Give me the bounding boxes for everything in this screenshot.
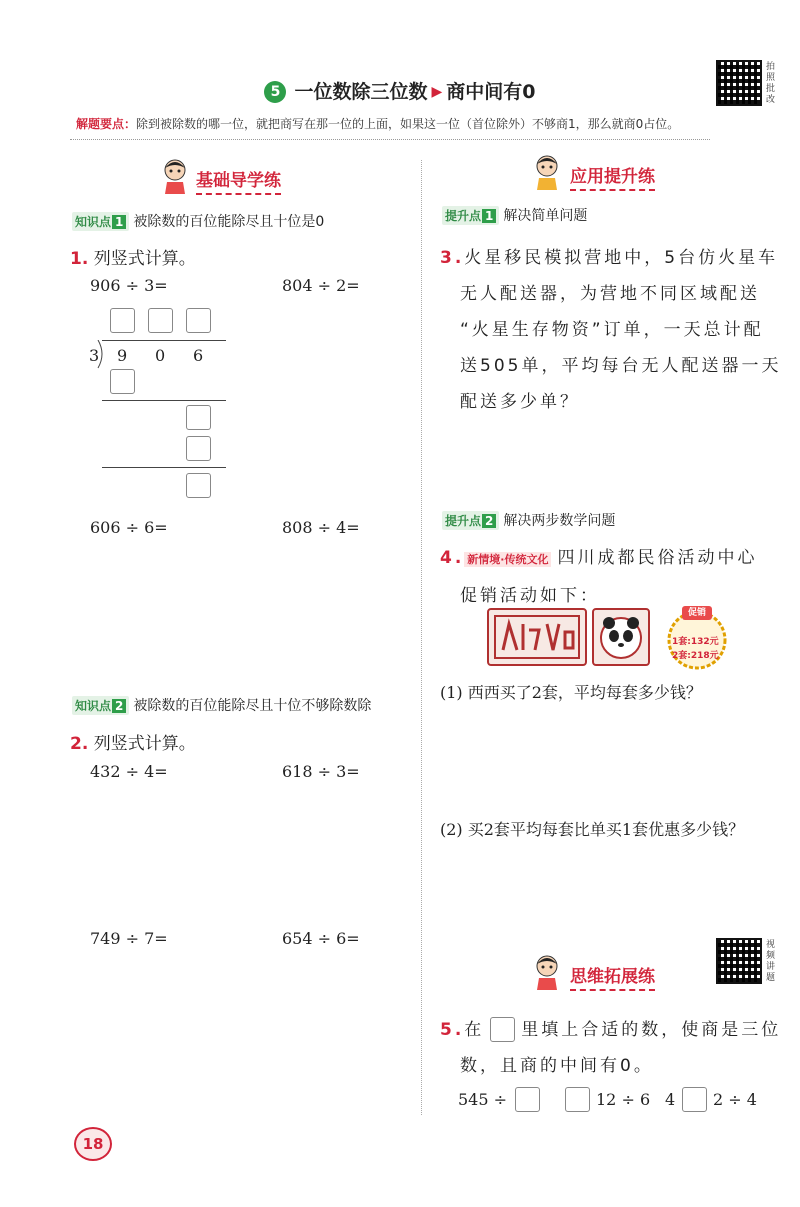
expression: 618 ÷ 3= — [282, 762, 360, 781]
question-number: 5. — [440, 1020, 465, 1040]
expression: 808 ÷ 4= — [282, 518, 360, 537]
fill-box[interactable] — [490, 1017, 515, 1042]
fill-box[interactable] — [565, 1087, 590, 1112]
qr-code-icon[interactable] — [716, 938, 762, 984]
subtraction-line — [102, 400, 226, 401]
question-line: 促销活动如下： — [460, 586, 600, 606]
header-divider — [70, 139, 710, 140]
question-line: 无人配送器，为营地不同区域配送 — [460, 284, 760, 304]
question-text: 里填上合适的数，使商是三位 — [521, 1020, 782, 1040]
title-main: 一位数除三位数 — [294, 81, 428, 103]
answer-box[interactable] — [148, 308, 173, 333]
question-number: 3. — [440, 248, 465, 268]
sub-question-2: (2) 买2套平均每套比单买1套优惠多少钱？ — [440, 820, 745, 839]
student-avatar-icon — [532, 954, 562, 990]
answer-box[interactable] — [186, 405, 211, 430]
promo-title: 促销 — [687, 608, 706, 618]
student-avatar-icon — [532, 154, 562, 190]
new-context-tag: 新情境·传统文化 — [464, 552, 551, 567]
question-line: 四川成都民俗活动中心 — [557, 548, 758, 568]
answer-box[interactable] — [110, 369, 135, 394]
papercut-image — [487, 608, 587, 666]
question-line: 配送多少单？ — [460, 392, 580, 412]
promo-price-1: 1套:132元 — [672, 637, 719, 647]
kp-text: 解决简单问题 — [503, 208, 588, 224]
expression: 4 — [665, 1090, 676, 1109]
panda-papercut-image — [592, 608, 650, 666]
knowledge-point-1 — [72, 211, 324, 231]
question-line: “火星生存物资”订单，一天总计配 — [460, 320, 764, 340]
question-4 — [440, 540, 757, 614]
tip-line — [76, 115, 679, 132]
student-avatar-icon — [160, 158, 190, 194]
question-3 — [440, 240, 785, 420]
answer-box[interactable] — [186, 308, 211, 333]
question-number: 4. — [440, 548, 465, 568]
question-text: 列竖式计算。 — [93, 734, 196, 754]
knowledge-point-2 — [72, 695, 371, 715]
expression: 654 ÷ 6= — [282, 929, 360, 948]
tip-label: 解题要点： — [76, 117, 137, 131]
divisor: 3 — [89, 346, 100, 365]
qr-code-icon[interactable] — [716, 60, 762, 106]
expression: 545 ÷ — [458, 1090, 508, 1109]
question-number: 1. — [70, 249, 89, 269]
section-title-basic: 基础导学练 — [196, 166, 281, 195]
question-number: 2. — [70, 734, 89, 754]
kp-text: 被除数的百位能除尽且十位是0 — [133, 214, 325, 230]
section-title-extension: 思维拓展练 — [570, 962, 655, 991]
panda-icon — [594, 610, 648, 664]
question-line: 火星移民模拟营地中，5台仿火星车 — [464, 248, 779, 268]
triangle-icon: ▶ — [431, 84, 443, 100]
page-number: 18 — [74, 1127, 112, 1161]
kp-text: 被除数的百位能除尽且十位不够除数除 — [133, 698, 372, 714]
question-text: 在 — [464, 1020, 485, 1040]
promo-price-2: 2套:218元 — [672, 651, 719, 661]
expression: 749 ÷ 7= — [90, 929, 168, 948]
answer-box[interactable] — [186, 436, 211, 461]
section-title-application: 应用提升练 — [570, 162, 655, 191]
question-line: 数，且商的中间有0。 — [460, 1056, 654, 1076]
question-2 — [70, 729, 196, 754]
kp-tag: 提升点 2 — [442, 511, 499, 530]
question-5 — [440, 1012, 781, 1084]
kp-tag: 知识点 1 — [72, 212, 129, 231]
papercut-art-icon — [489, 610, 585, 664]
kp-tag: 知识点 2 — [72, 696, 129, 715]
lesson-number: 5 — [264, 81, 286, 103]
expression: 606 ÷ 6= — [90, 518, 168, 537]
subtraction-line — [102, 467, 226, 468]
improvement-point-2 — [442, 510, 615, 530]
division-bracket — [96, 340, 108, 370]
dividend-digit: 6 — [193, 346, 204, 365]
expression: 2 ÷ 4 — [713, 1090, 757, 1109]
expression: 906 ÷ 3= — [90, 276, 168, 295]
title-sub: 商中间有0 — [446, 81, 536, 103]
dividend-digit: 9 — [117, 346, 128, 365]
qr-bottom-label: 视频讲题 — [766, 940, 776, 983]
qr-top-label: 拍照批改 — [766, 62, 776, 105]
answer-box[interactable] — [110, 308, 135, 333]
kp-tag: 提升点 1 — [442, 206, 499, 225]
improvement-point-1 — [442, 205, 587, 225]
sub-question-1: (1) 西西买了2套，平均每套多少钱？ — [440, 683, 702, 702]
expression: 432 ÷ 4= — [90, 762, 168, 781]
question-text: 列竖式计算。 — [93, 249, 196, 269]
answer-box[interactable] — [186, 473, 211, 498]
question-1 — [70, 244, 196, 269]
division-bar — [102, 340, 226, 341]
column-divider — [421, 160, 422, 1115]
dividend-digit: 0 — [155, 346, 166, 365]
expression: 12 ÷ 6 — [596, 1090, 651, 1109]
fill-box[interactable] — [682, 1087, 707, 1112]
tip-text: 除到被除数的哪一位，就把商写在那一位的上面，如果这一位（首位除外）不够商1，那么就商0占位。 — [136, 117, 680, 131]
question-line: 送505单，平均每台无人配送器一天 — [460, 356, 782, 376]
fill-box[interactable] — [515, 1087, 540, 1112]
kp-text: 解决两步数学问题 — [503, 513, 616, 529]
page-title — [0, 77, 800, 104]
expression: 804 ÷ 2= — [282, 276, 360, 295]
